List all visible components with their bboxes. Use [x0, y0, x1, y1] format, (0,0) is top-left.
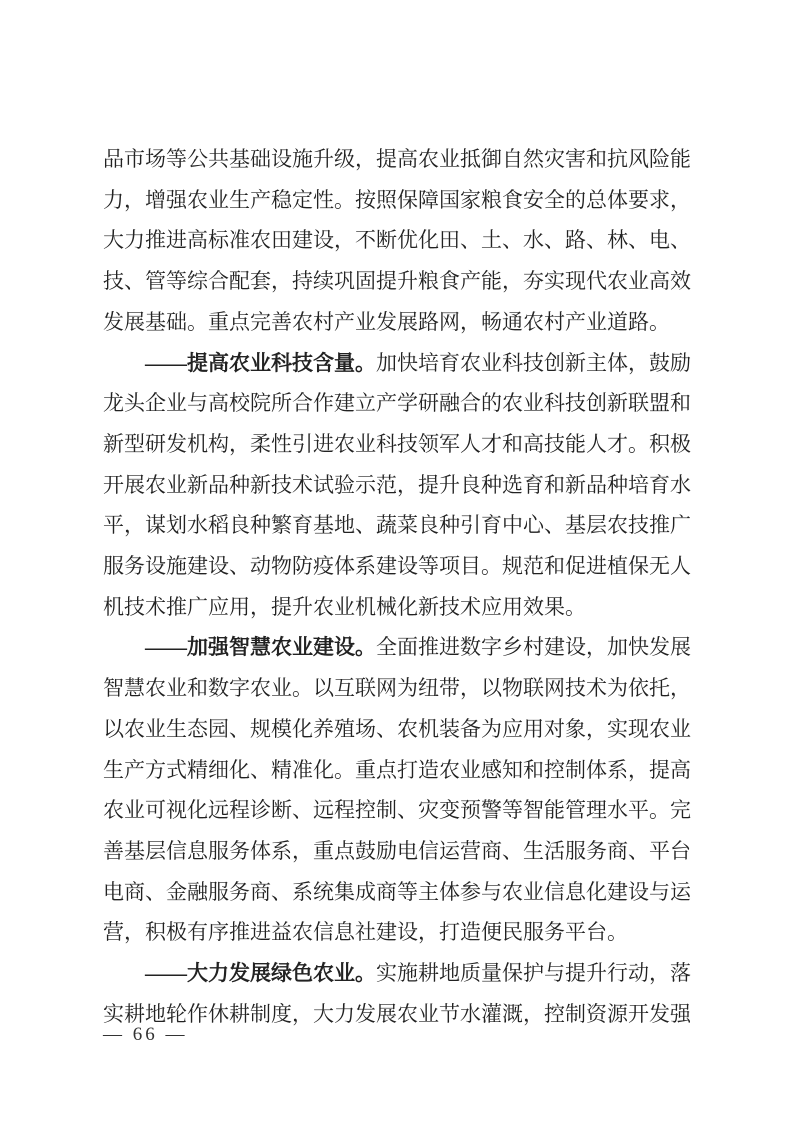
paragraph	[103, 343, 691, 628]
paragraph	[103, 953, 691, 1034]
document-body	[103, 139, 691, 1034]
paragraph-text: 实施耕地质量保护与提升行动，落实耕地轮作休耕制度，大力发展农业节水灌溉，控制资源开发强	[103, 961, 691, 1026]
paragraph	[103, 627, 691, 953]
paragraph	[103, 139, 691, 343]
paragraph-lead: ——大力发展绿色农业。	[145, 961, 376, 986]
paragraph-lead: ——提高农业科技含量。	[145, 350, 376, 375]
paragraph-text: 全面推进数字乡村建设，加快发展智慧农业和数字农业。以互联网为纽带，以物联网技术为依托，以农业生态园、规模化养殖场、农机装备为应用对象，实现农业生产方式精细化、精准化。重点打造农业感知和控制体系，提高农业可视化远程诊断、远程控制、灾变预警等智能管理水平。完善基层信息服务体系，重点鼓励电信运营商、生活服务商、平台电商、金融服务商、系统集成商等主体参与农业信息化建设与运营，积极有序推进益农信息社建设，打造便民服务平台。	[103, 635, 691, 945]
paragraph-text: 加快培育农业科技创新主体，鼓励龙头企业与高校院所合作建立产学研融合的农业科技创新联盟和新型研发机构，柔性引进农业科技领军人才和高技能人才。积极开展农业新品种新技术试验示范，提升良种选育和新品种培育水平，谋划水稻良种繁育基地、蔬菜良种引育中心、基层农技推广服务设施建设、动物防疫体系建设等项目。规范和促进植保无人机技术推广应用，提升农业机械化新技术应用效果。	[103, 350, 691, 619]
paragraph-text: 品市场等公共基础设施升级，提高农业抵御自然灾害和抗风险能力，增强农业生产稳定性。按照保障国家粮食安全的总体要求，大力推进高标准农田建设，不断优化田、土、水、路、林、电、技、管等综合配套，持续巩固提升粮食产能，夯实现代农业高效发展基础。重点完善农村产业发展路网，畅通农村产业道路。	[103, 147, 691, 334]
page-number: — 66 —	[103, 1024, 188, 1045]
paragraph-lead: ——加强智慧农业建设。	[145, 635, 376, 660]
